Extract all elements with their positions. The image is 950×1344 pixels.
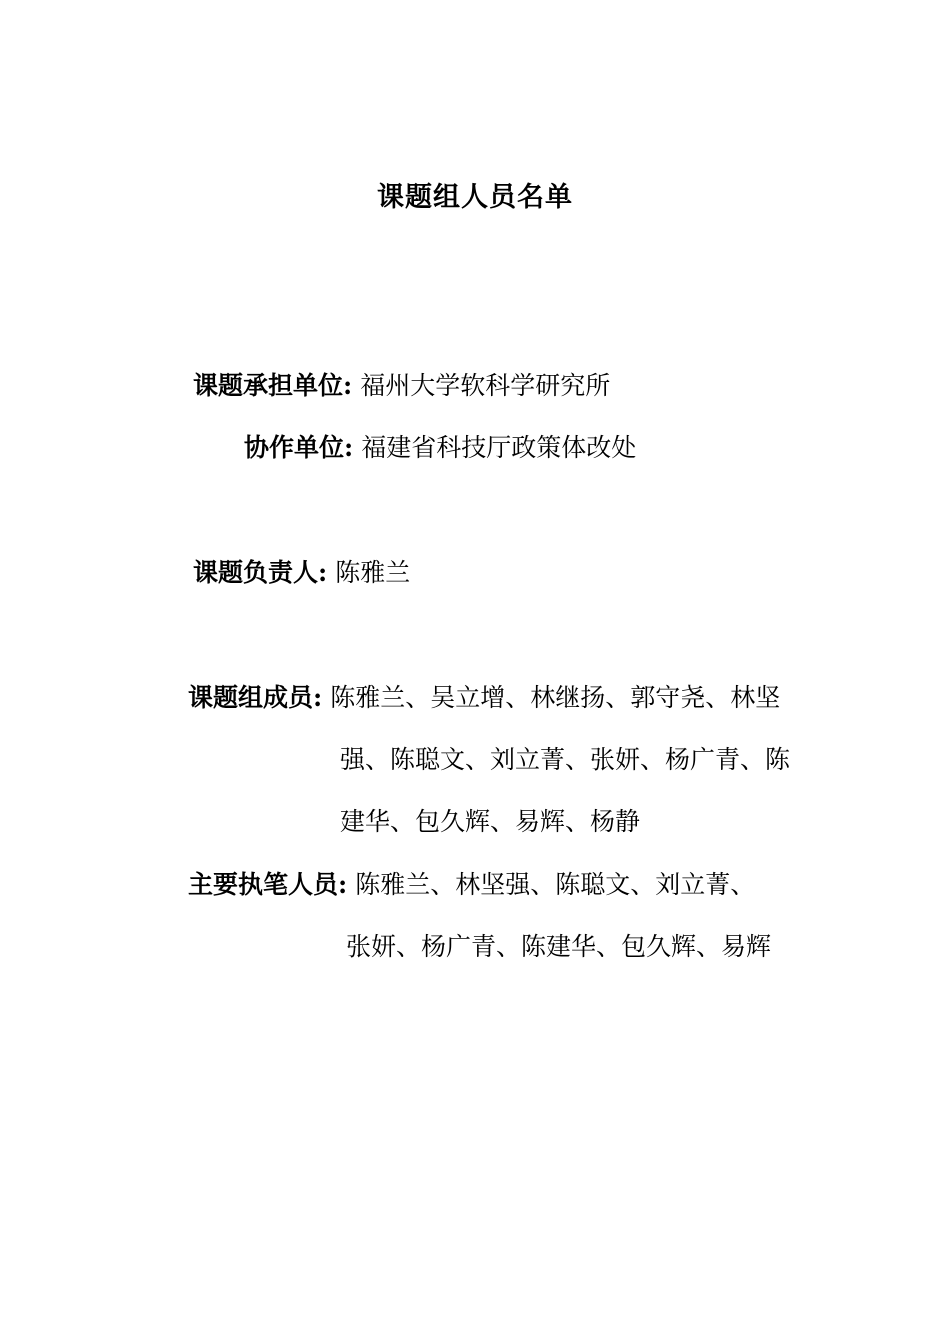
members-line-2: 强、陈聪文、刘立菁、张妍、杨广青、陈 [340, 745, 791, 774]
main-writers-label: 主要执笔人员: [188, 870, 348, 899]
undertaking-unit-label: 课题承担单位: [193, 371, 353, 400]
main-writers-row [188, 867, 755, 903]
project-leader-row [193, 555, 410, 591]
main-writers-line-2: 张妍、杨广青、陈建华、包久辉、易辉 [346, 932, 772, 961]
cooperating-unit-label: 协作单位: [244, 433, 354, 462]
cooperating-unit-row [244, 430, 636, 466]
main-writers-line-1: 陈雅兰、林坚强、陈聪文、刘立菁、 [355, 870, 756, 899]
cooperating-unit-value: 福建省科技厅政策体改处 [361, 433, 637, 462]
members-line-3: 建华、包久辉、易辉、杨静 [340, 807, 641, 836]
undertaking-unit-value: 福州大学软科学研究所 [360, 371, 611, 400]
undertaking-unit-row [193, 368, 610, 404]
page-title: 课题组人员名单 [377, 182, 573, 213]
members-label: 课题组成员: [188, 683, 323, 712]
members-line-1: 陈雅兰、吴立增、林继扬、郭守尧、林坚 [330, 683, 781, 712]
project-leader-label: 课题负责人: [193, 558, 328, 587]
members-row [188, 680, 780, 716]
project-leader-value: 陈雅兰 [335, 558, 411, 587]
